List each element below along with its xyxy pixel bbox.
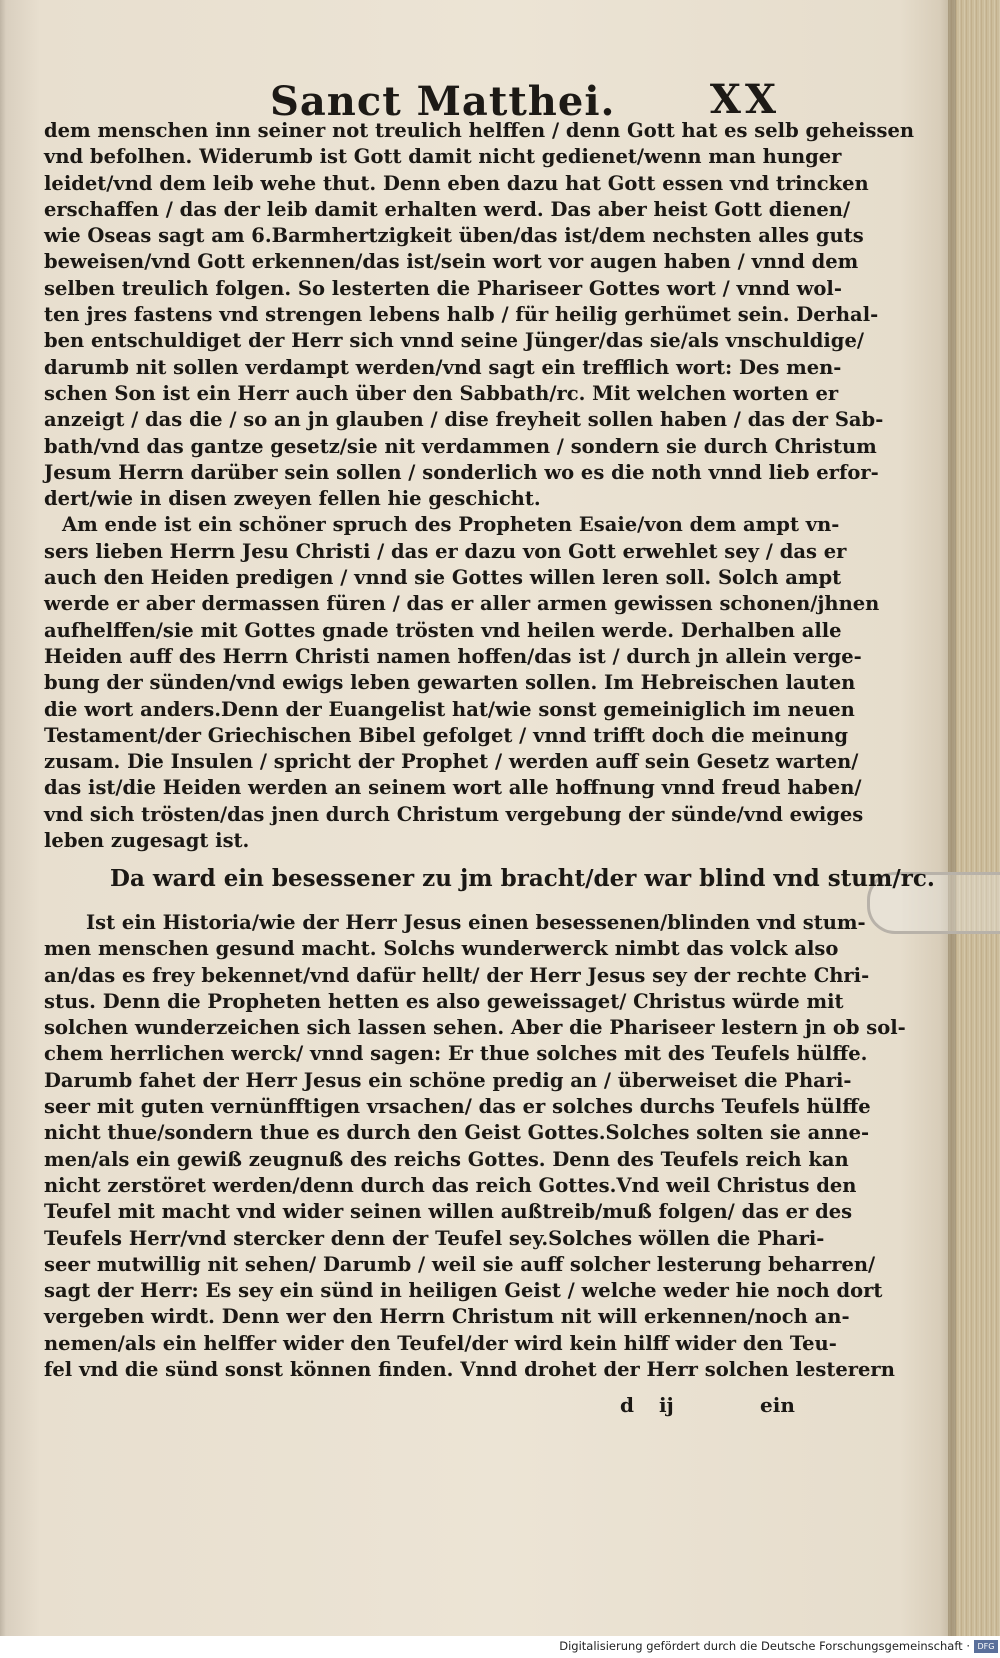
signature-mark: d ij [620, 1393, 674, 1417]
dfg-logo: DFG [974, 1640, 998, 1653]
text-line: dert/wie in disen zweyen fellen hie geschicht. [44, 487, 541, 511]
text-line: Teufels Herr/vnd stercker denn der Teufel sey.Solches wöllen die Phari- [44, 1226, 825, 1250]
text-line: seer mutwillig nit sehen/ Darumb / weil sie auff solcher lesterung beharren/ [44, 1252, 876, 1276]
book-edge [948, 0, 1000, 1636]
text-line: vergeben wirdt. Denn wer den Herrn Christum nit will erkennen/noch an- [44, 1305, 850, 1329]
text-line: Am ende ist ein schöner spruch des Propheten Esaie/von dem ampt vn- [62, 513, 840, 537]
text-line: nicht zerstöret werden/denn durch das reich Gottes.Vnd weil Christus den [44, 1173, 857, 1197]
text-line: Heiden auff des Herrn Christi namen hoffen/das ist / durch jn allein verge- [44, 644, 862, 668]
text-line: aufhelffen/sie mit Gottes gnade trösten vnd heilen werde. Derhalben alle [44, 618, 842, 642]
text-line: leidet/vnd dem leib wehe thut. Denn eben dazu hat Gott essen vnd trincken [44, 171, 869, 195]
text-line: beweisen/vnd Gott erkennen/das ist/sein wort vor augen haben / vnnd dem [44, 250, 859, 274]
text-line: seer mit guten vernünfftigen vrsachen/ das er solches durchs Teufels hülffe [44, 1095, 871, 1119]
text-line: das ist/die Heiden werden an seinem wort alle hoffnung vnnd freud haben/ [44, 776, 862, 800]
text-line: Jesum Herrn darüber sein sollen / sonderlich wo es die noth vnnd lieb erfor- [44, 460, 879, 484]
text-line: auch den Heiden predigen / vnnd sie Gottes willen leren soll. Solch ampt [44, 566, 842, 590]
text-line: zusam. Die Insulen / spricht der Prophet / werden auff sein Gesetz warten/ [44, 750, 859, 774]
text-line: werde er aber dermassen füren / das er aller armen gewissen schonen/jhnen [44, 592, 880, 616]
running-title: Sanct Matthei. [270, 78, 616, 125]
text-line: darumb nit sollen verdampt werden/vnd sagt ein trefflich wort: Des men- [44, 355, 842, 379]
text-line: men/als ein gewiß zeugnuß des reichs Gottes. Denn des Teufels reich kan [44, 1147, 849, 1171]
text-line: solchen wunderzeichen sich lassen sehen. Aber die Phariseer lestern jn ob sol- [44, 1016, 906, 1040]
text-line: ben entschuldiget der Herr sich vnnd seine Jünger/das sie/als vnschuldige/ [44, 329, 864, 353]
catchword: ein [760, 1393, 795, 1417]
text-line: erschaffen / das der leib damit erhalten werd. Das aber heist Gott dienen/ [44, 197, 851, 221]
text-line: Ist ein Historia/wie der Herr Jesus einen besessenen/blinden vnd stum- [86, 911, 866, 934]
text-line: stus. Denn die Propheten hetten es also geweissaget/ Christus würde mit [44, 989, 844, 1013]
text-line: bath/vnd das gantze gesetz/sie nit verdammen / sondern sie durch Christum [44, 434, 877, 458]
text-line: ten jres fastens vnd strengen lebens halb / für heilig gerhümet sein. Derhal- [44, 303, 879, 327]
text-line: Darumb fahet der Herr Jesus ein schöne predig an / überweiset die Phari- [44, 1068, 852, 1092]
section-heading: Da ward ein besessener zu jm bracht/der war blind vnd stum/rc. [110, 865, 935, 892]
text-line: nicht thue/sondern thue es durch den Geist Gottes.Solches solten sie anne- [44, 1121, 870, 1145]
text-line: die wort anders.Denn der Euangelist hat/wie sonst gemeiniglich im neuen [44, 697, 855, 721]
text-line: schen Son ist ein Herr auch über den Sabbath/rc. Mit welchen worten er [44, 381, 839, 405]
text-line: leben zugesagt ist. [44, 829, 250, 853]
text-line: anzeigt / das die / so an jn glauben / dise freyheit sollen haben / das der Sab- [44, 408, 884, 432]
text-line: Teufel mit macht vnd wider seinen willen außtreib/muß folgen/ das er des [44, 1200, 853, 1224]
footer-credit: Digitalisierung gefördert durch die Deutsche Forschungsgemeinschaft · [559, 1639, 970, 1653]
text-line: an/das es frey bekennet/vnd dafür hellt/ der Herr Jesus sey der rechte Chri- [44, 963, 870, 987]
text-line: fel vnd die sünd sonst können finden. Vnnd drohet der Herr solchen lesterern [44, 1358, 895, 1382]
text-line: vnd sich trösten/das jnen durch Christum vergebung der sünde/vnd ewiges [44, 802, 864, 826]
text-line: chem herrlichen werck/ vnnd sagen: Er thue solches mit des Teufels hülffe. [44, 1042, 868, 1066]
text-line: sers lieben Herrn Jesu Christi / das er dazu von Gott erwehlet sey / das er [44, 539, 847, 563]
text-line: nemen/als ein helffer wider den Teufel/der wird kein hilff wider den Teu- [44, 1331, 837, 1355]
text-line: dem menschen inn seiner not treulich helffen / denn Gott hat es selb geheissen [44, 119, 915, 142]
text-line: selben treulich folgen. So lesterten die Phariseer Gottes wort / vnnd wol- [44, 276, 842, 300]
text-line: bung der sünden/vnd ewigs leben gewarten sollen. Im Hebreischen lauten [44, 671, 856, 695]
text-paragraphs-1-2 [44, 118, 915, 854]
footer-bar [0, 1636, 1000, 1658]
text-paragraph-3 [44, 910, 906, 1383]
text-line: sagt der Herr: Es sey ein sünd in heiligen Geist / welche weder hie noch dort [44, 1279, 883, 1303]
folio-number: XX [709, 76, 780, 123]
text-line: vnd befolhen. Widerumb ist Gott damit nicht gedienet/wenn man hunger [44, 145, 842, 169]
text-line: wie Oseas sagt am 6.Barmhertzigkeit üben/das ist/dem nechsten alles guts [44, 224, 864, 248]
text-line: men menschen gesund macht. Solchs wunderwerck nimbt das volck also [44, 937, 839, 961]
text-line: Testament/der Griechischen Bibel gefolget / vnnd trifft doch die meinung [44, 723, 849, 747]
